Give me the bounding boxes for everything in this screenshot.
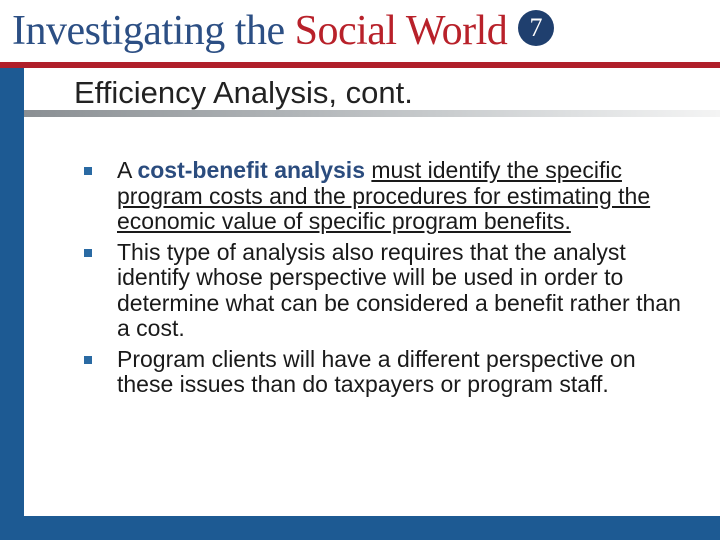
bullet-list — [84, 158, 684, 403]
bullet-1-prefix: A — [117, 157, 138, 183]
book-header — [0, 0, 720, 62]
book-title-part2: Social World — [294, 8, 508, 54]
bullet-1-underlined-text: must identify the specific program costs and the procedures for estimating the economic value of specific program benefits. — [117, 157, 651, 234]
bullet-2-text: This type of analysis also requires that the analyst identify whose perspective will be used in order to determine what can be considered a benefit rather than a cost. — [117, 238, 681, 341]
bullet-item-2 — [84, 240, 684, 342]
header-divider — [0, 62, 720, 68]
square-bullet-icon — [84, 249, 92, 257]
bullet-item-1 — [84, 158, 684, 235]
book-title — [12, 6, 507, 56]
edition-badge: 7 — [518, 10, 554, 46]
title-underline-rule — [24, 110, 720, 117]
square-bullet-icon — [84, 167, 92, 175]
square-bullet-icon — [84, 356, 92, 364]
book-title-part1: Investigating the — [12, 8, 295, 54]
slide-title: Efficiency Analysis, cont. — [74, 75, 413, 110]
left-frame-bar — [0, 68, 24, 540]
bullet-3-text: Program clients will have a different perspective on these issues than do taxpayers or program staff. — [117, 345, 636, 397]
bullet-1-term: cost-benefit analysis — [137, 157, 365, 183]
bottom-frame-bar — [24, 516, 720, 540]
bullet-item-3 — [84, 347, 684, 398]
